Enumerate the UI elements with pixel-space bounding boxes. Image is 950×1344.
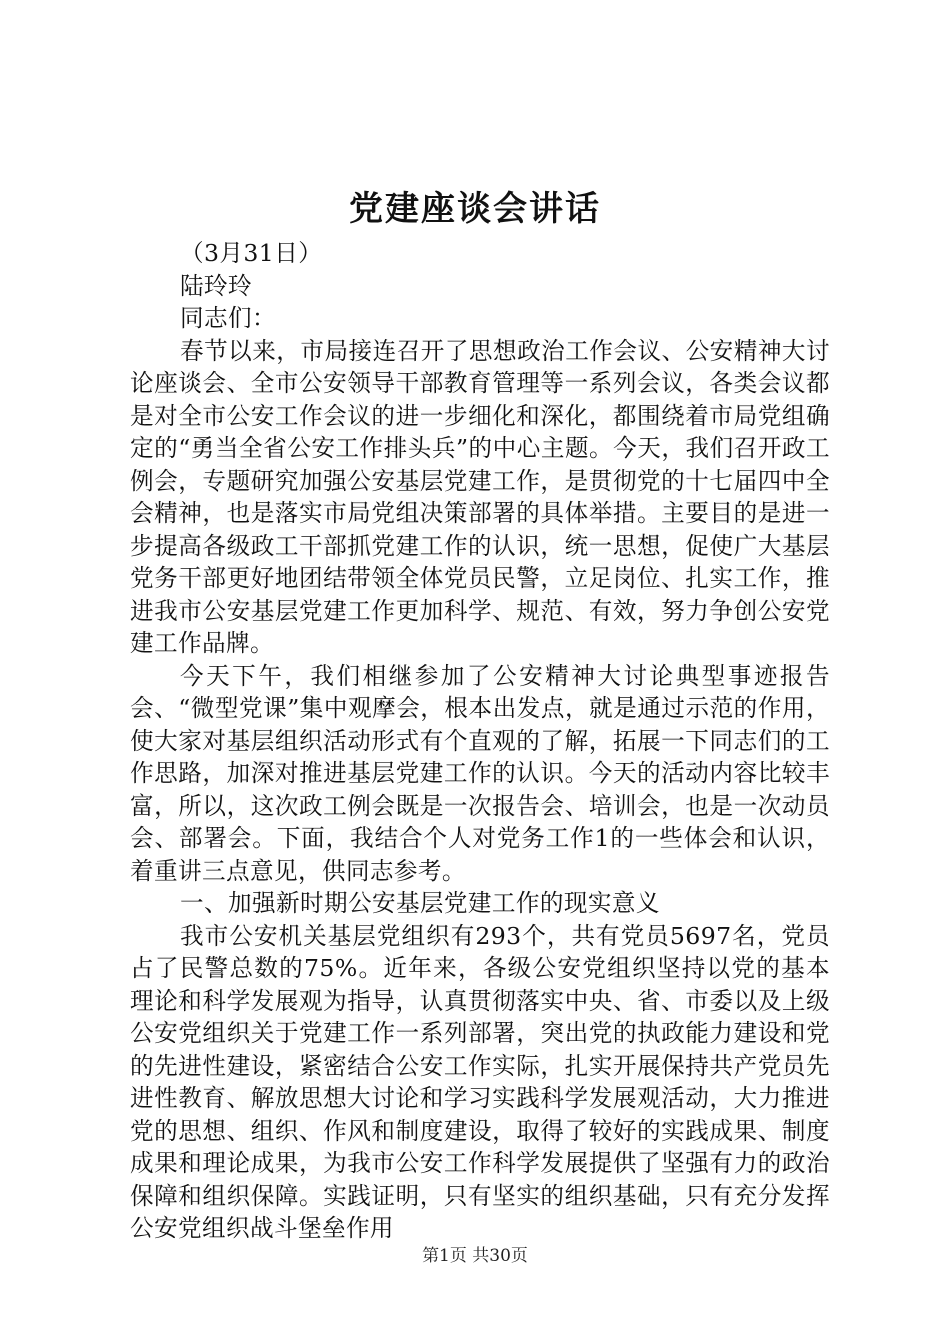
paragraph: 我市公安机关基层党组织有293个，共有党员5697名，党员占了民警总数的75%。近年来，各级公安党组织坚持以党的基本理论和科学发展观为指导，认真贯彻落实中央、省、市委以及上级公安党组织关于党建工作一系列部署，突出党的执政能力建设和党的先进性建设，紧密结合公安工作实际，扎实开展保持共产党员先进性教育、解放思想大讨论和学习实践科学发展观活动，大力推进党的思想、组织、作风和制度建设，取得了较好的实践成果、制度成果和理论成果，为我市公安工作科学发展提供了坚强有力的政治保障和组织保障。实践证明，只有坚实的组织基础，只有充分发挥公安党组织战斗堡垒作用 [130, 921, 830, 1242]
page-footer: 第1页 共30页 [422, 1246, 528, 1266]
document-body [130, 237, 830, 1245]
document-title: 党建座谈会讲话 [349, 189, 601, 229]
author-name: 陆玲玲 [180, 271, 252, 300]
date-line: （3月31日） [180, 239, 323, 267]
paragraph: 今天下午，我们相继参加了公安精神大讨论典型事迹报告会、“微型党课”集中观摩会，根本出发点，就是通过示范的作用，使大家对基层组织活动形式有个直观的了解，拓展一下同志们的工作思路，加深对推进基层党建工作的认识。今天的活动内容比较丰富，所以，这次政工例会既是一次报告会、培训会，也是一次动员会、部署会。下面，我结合个人对党务工作1的一些体会和认识，着重讲三点意见，供同志参考。 [130, 661, 830, 885]
paragraph: 春节以来，市局接连召开了思想政治工作会议、公安精神大讨论座谈会、全市公安领导干部教育管理等一系列会议，各类会议都是对全市公安工作会议的进一步细化和深化，都围绕着市局党组确定的“勇当全省公安工作排头兵”的中心主题。今天，我们召开政工例会，专题研究加强公安基层党建工作，是贯彻党的十七届四中全会精神，也是落实市局党组决策部署的具体举措。主要目的是进一步提高各级政工干部抓党建工作的认识，统一思想，促使广大基层党务干部更好地团结带领全体党员民警，立足岗位、扎实工作，推进我市公安基层党建工作更加科学、规范、有效，努力争创公安党建工作品牌。 [130, 336, 830, 657]
salutation: 同志们： [180, 304, 276, 332]
section-heading: 一、加强新时期公安基层党建工作的现实意义 [180, 889, 660, 917]
